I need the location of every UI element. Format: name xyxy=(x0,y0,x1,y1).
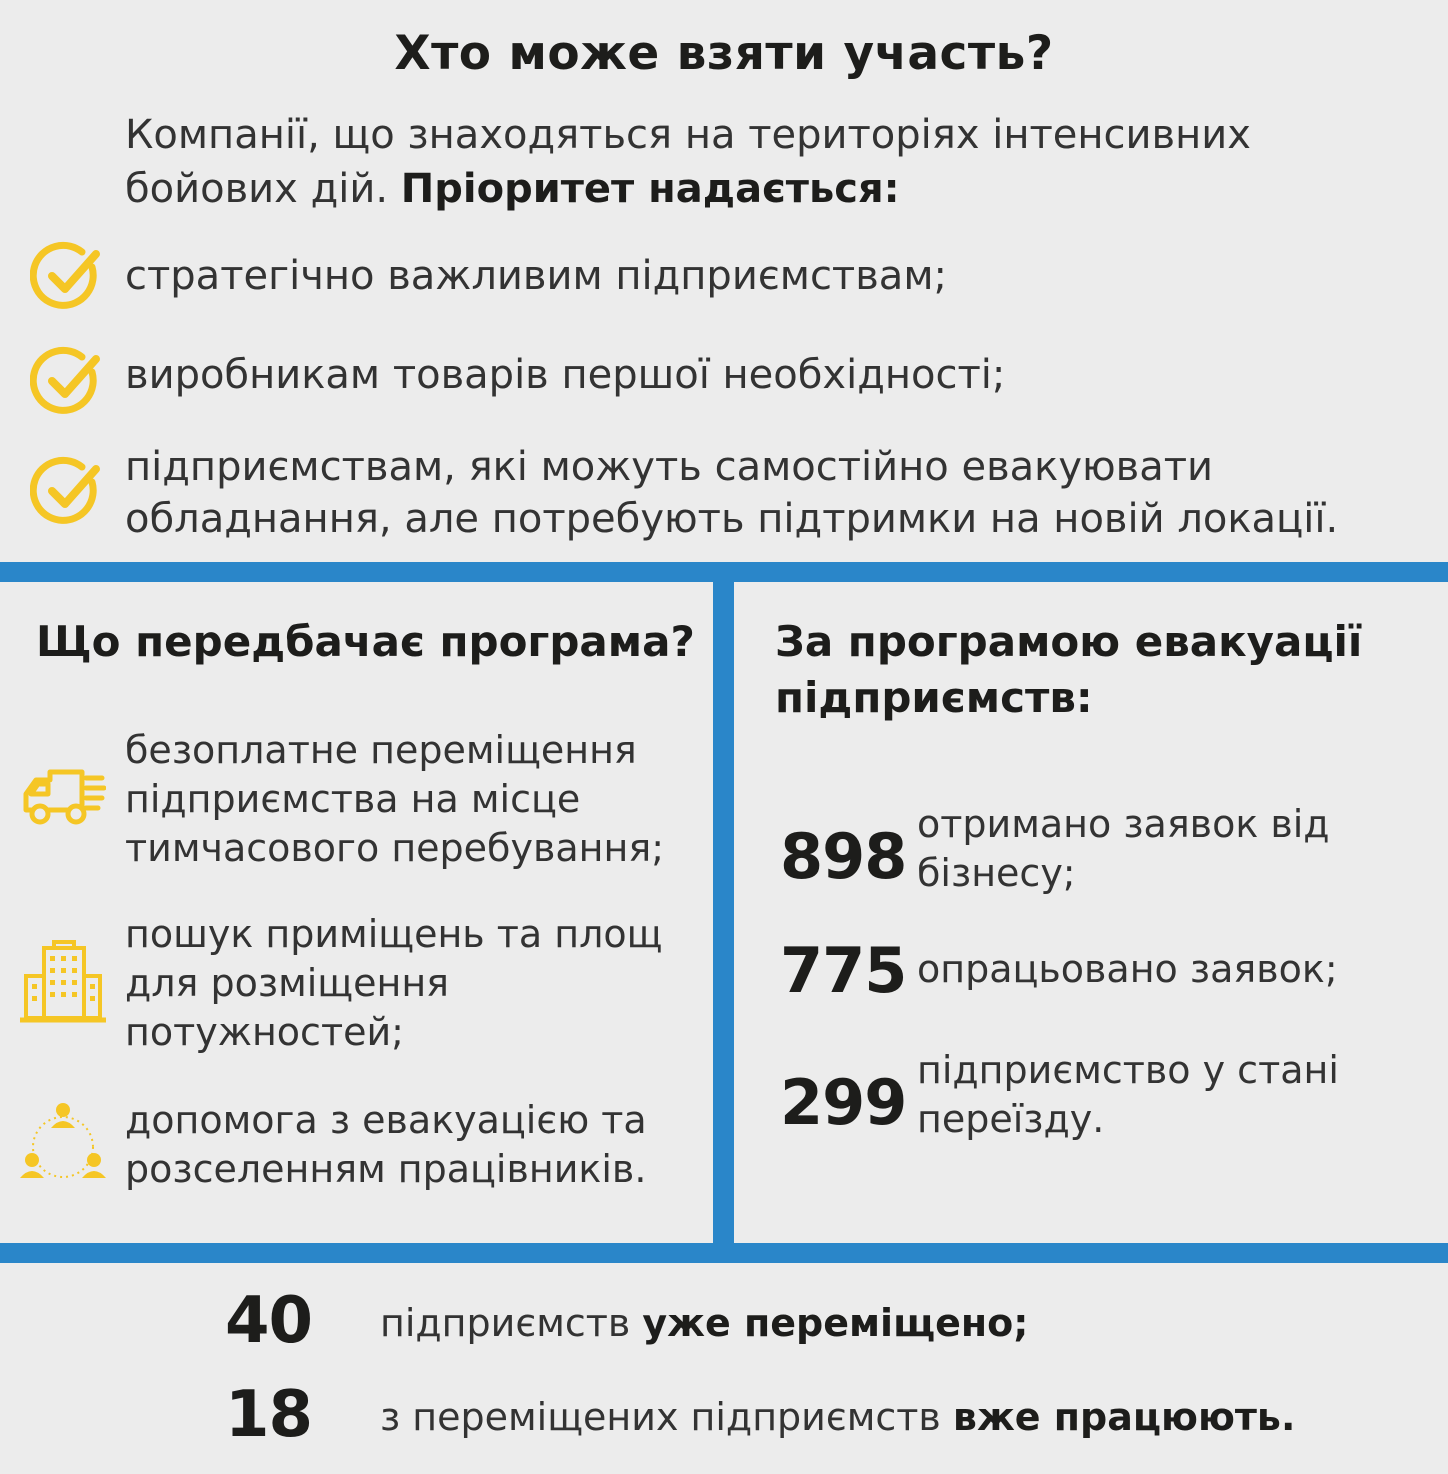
result-text xyxy=(380,1392,1430,1442)
stats-heading: За програмою евакуації підприємств: xyxy=(775,617,1363,722)
result-text-bold: вже працюють. xyxy=(952,1395,1296,1439)
truck-icon xyxy=(20,752,106,838)
intro-text: Компанії, що знаходяться на територіях інтенсивних бойових дій. xyxy=(125,112,1251,212)
bottom-divider xyxy=(0,1243,1448,1263)
result-text-bold: уже переміщено; xyxy=(642,1301,1029,1345)
stat-text: підприємство у стані переїзду. xyxy=(917,1048,1339,1141)
priority-item xyxy=(30,345,1430,425)
building-icon xyxy=(20,940,106,1026)
priority-item xyxy=(30,445,1430,555)
priority-item-text: виробникам товарів першої необхідності; xyxy=(125,352,1006,398)
priority-item-text: підприємствам, які можуть самостійно евакуювати обладнання, але потребують підтримки на новій локації. xyxy=(125,444,1339,542)
result-text-regular: підприємств xyxy=(380,1301,631,1345)
checkmark-circle-icon xyxy=(30,240,104,314)
page-title: Хто може взяти участь? xyxy=(394,26,1054,81)
stat-number: 775 xyxy=(780,934,907,1007)
intro-paragraph xyxy=(125,108,1405,216)
result-number: 18 xyxy=(224,1378,312,1452)
people-network-icon xyxy=(20,1100,106,1186)
priority-item-text: стратегічно важливим підприємствам; xyxy=(125,253,947,299)
checkmark-circle-icon xyxy=(30,455,104,529)
vertical-divider xyxy=(713,575,734,1245)
checkmark-circle-icon xyxy=(30,345,104,419)
program-item-text: допомога з евакуацією та розселенням працівників. xyxy=(125,1098,647,1191)
program-heading: Що передбачає програма? xyxy=(36,617,695,666)
priority-item xyxy=(30,240,1430,320)
program-item-text: пошук приміщень та площ для розміщення потужностей; xyxy=(125,912,663,1054)
stat-number: 299 xyxy=(780,1066,907,1139)
intro-bold: Пріоритет надається: xyxy=(400,166,900,212)
stat-number: 898 xyxy=(780,820,907,893)
result-text-regular: з переміщених підприємств xyxy=(380,1395,941,1439)
result-number: 40 xyxy=(224,1284,312,1358)
program-item-text: безоплатне переміщення підприємства на місце тимчасового перебування; xyxy=(125,728,664,870)
stat-text: опрацьовано заявок; xyxy=(917,947,1338,991)
result-text xyxy=(380,1298,1430,1348)
stat-text: отримано заявок від бізнесу; xyxy=(917,802,1330,895)
